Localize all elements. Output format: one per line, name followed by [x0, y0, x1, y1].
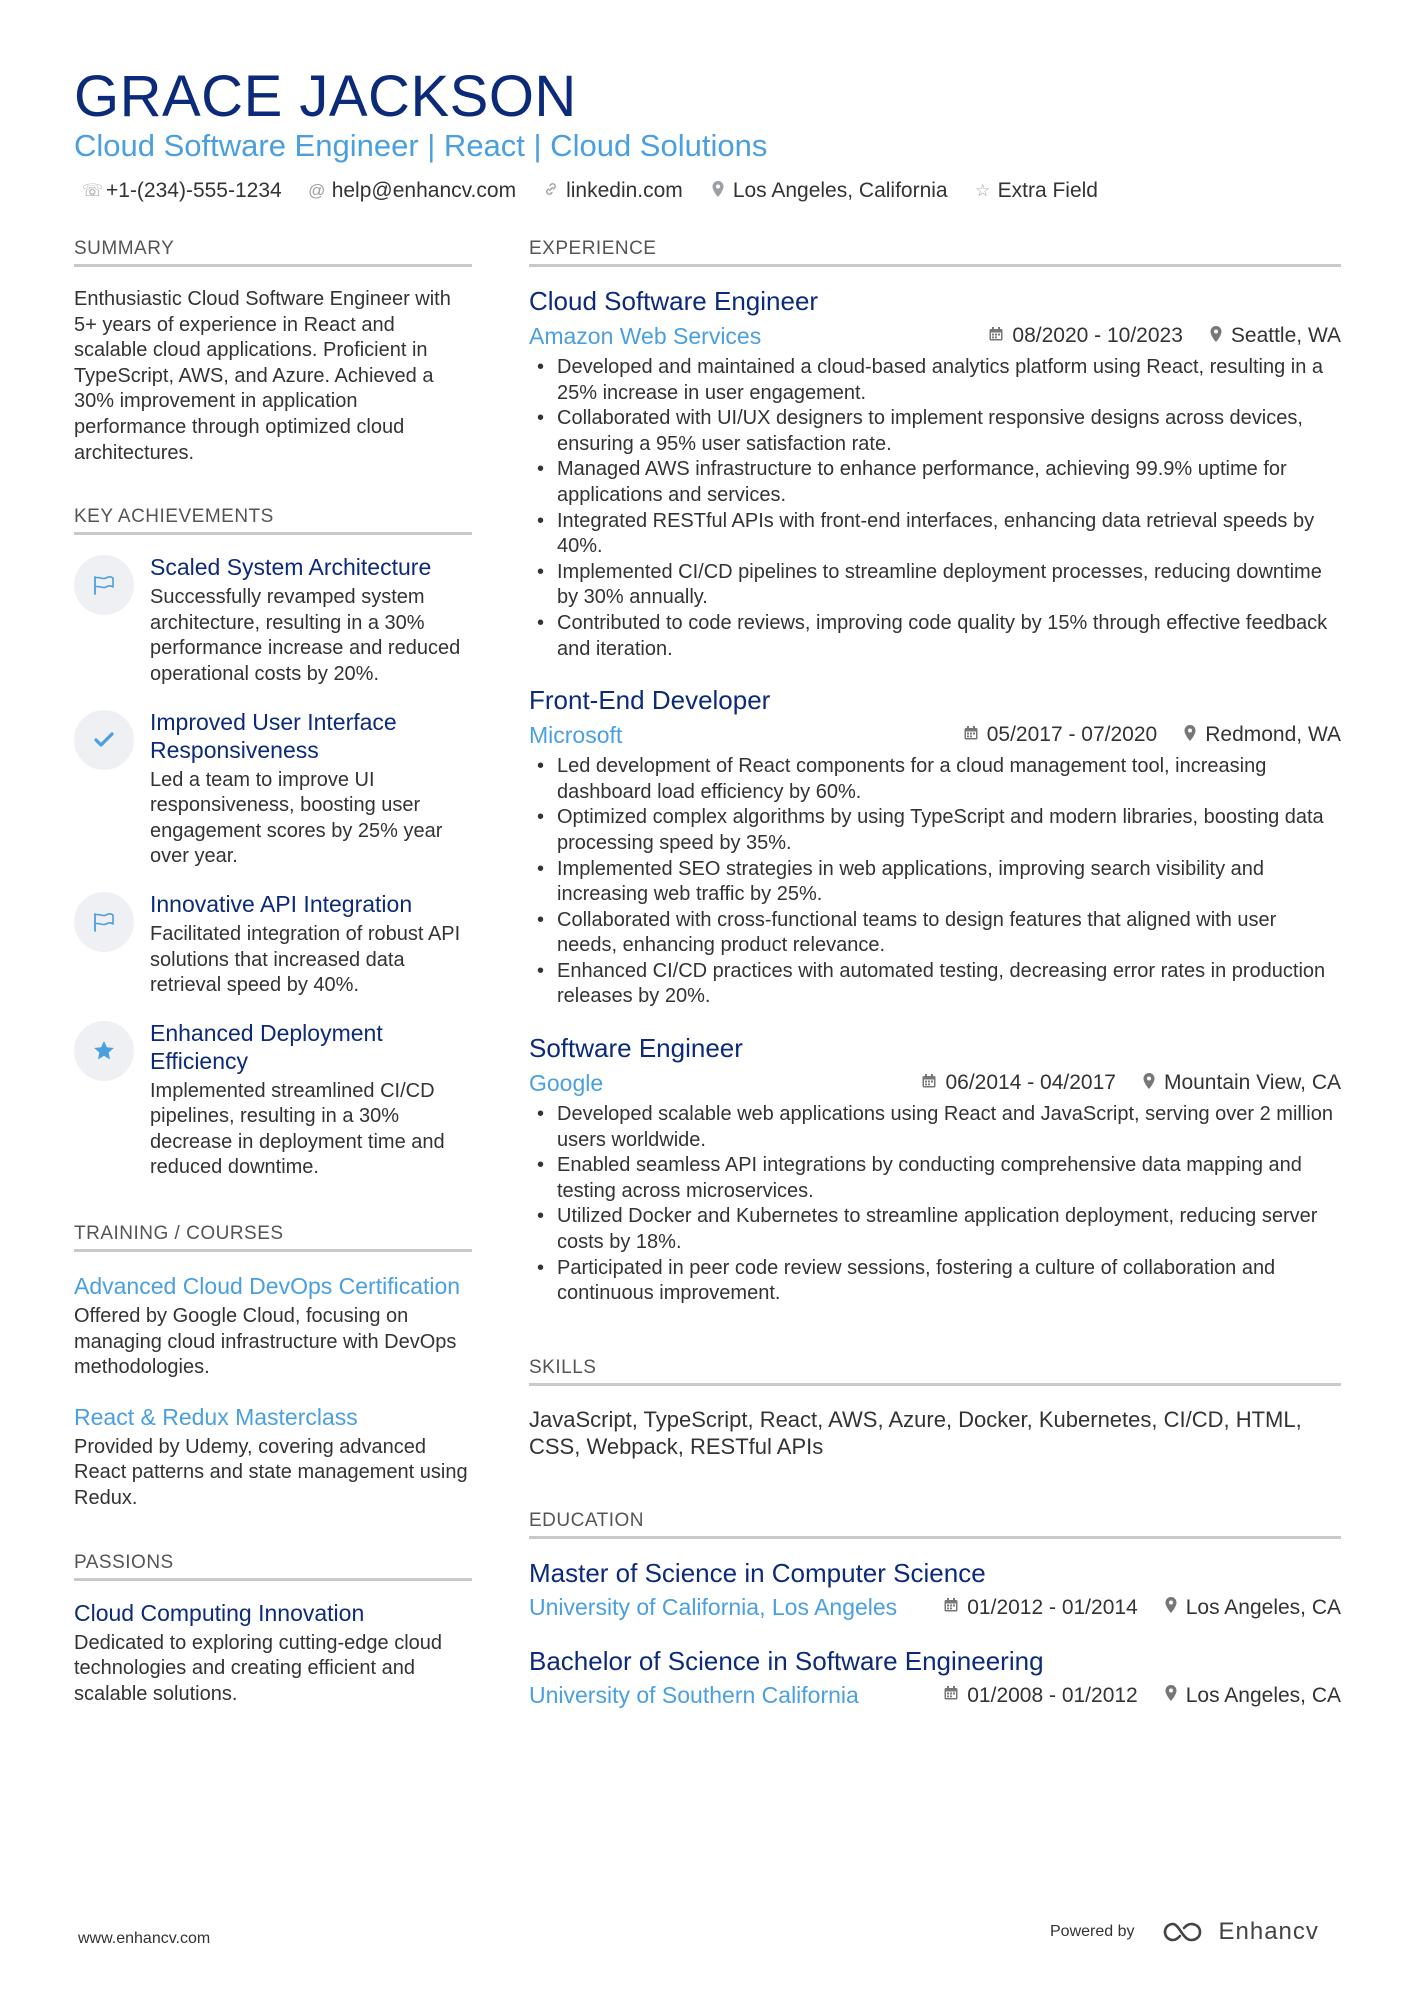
contact-bar [82, 176, 1124, 206]
school-name: University of California, Los Angeles [529, 1594, 898, 1621]
school-name: University of Southern California [529, 1682, 859, 1709]
job-company: Amazon Web Services [529, 322, 762, 349]
contact-linkedin-text: linkedin.com [566, 179, 683, 202]
skills-text: JavaScript, TypeScript, React, AWS, Azure, Docker, Kubernetes, CI/CD, HTML, CSS, Webpack, RESTful APIs [529, 1406, 1302, 1459]
edu-location [1164, 1596, 1341, 1620]
right-column [529, 236, 1341, 1711]
list-item: • Integrated RESTful APIs with front-end interfaces, enhancing data retrieval speeds by 40%. [529, 509, 1341, 560]
experience-heading: EXPERIENCE [529, 236, 1341, 267]
passions-heading: PASSIONS [74, 1550, 472, 1581]
job-location [1183, 723, 1341, 747]
contact-extra-text: Extra Field [997, 179, 1098, 202]
list-item: • Developed and maintained a cloud-based analytics platform using React, resulting in a 25% increase in user engagement. [529, 355, 1341, 406]
calendar-icon [921, 1073, 937, 1094]
course-title: Advanced Cloud DevOps Certification [74, 1273, 461, 1300]
job-dates [921, 1071, 1115, 1095]
contact-location [709, 179, 948, 203]
job-entry [529, 684, 1341, 1010]
job-title: Software Engineer [529, 1033, 743, 1064]
achievement-item [74, 553, 472, 687]
job-company: Microsoft [529, 721, 623, 748]
footer-branding [1050, 1918, 1319, 1946]
job-dates [988, 324, 1182, 348]
achievement-title: Enhanced Deployment Efficiency [150, 1019, 383, 1074]
phone-icon: ☏ [82, 181, 104, 200]
passion-title: Cloud Computing Innovation [74, 1599, 365, 1626]
job-entry [529, 1032, 1341, 1307]
job-entry [529, 285, 1341, 662]
job-dates [963, 723, 1157, 747]
job-location [1142, 1071, 1341, 1095]
achievement-item [74, 708, 472, 870]
achievement-item [74, 1019, 472, 1181]
edu-location-text: Los Angeles, CA [1185, 1683, 1341, 1707]
achievement-title: Innovative API Integration [150, 890, 413, 917]
achievement-text: Implemented streamlined CI/CD pipelines, resulting in a 30% decrease in deployment time and reduced downtime. [150, 1079, 445, 1179]
list-item: • Utilized Docker and Kubernetes to streamline application deployment, reducing server costs by 18%. [529, 1204, 1341, 1255]
edu-dates-text: 01/2008 - 01/2012 [967, 1683, 1138, 1707]
course-text: Offered by Google Cloud, focusing on managing cloud infrastructure with DevOps methodologies. [74, 1305, 457, 1379]
job-company: Google [529, 1069, 604, 1096]
job-location-text: Mountain View, CA [1163, 1071, 1341, 1095]
edu-location [1164, 1684, 1341, 1708]
list-item: • Collaborated with cross-functional teams to design features that aligned with user needs, enhancing product relevance. [529, 908, 1341, 959]
job-dates-text: 05/2017 - 07/2020 [986, 723, 1158, 747]
summary-heading: SUMMARY [74, 236, 472, 267]
contact-extra [974, 179, 1098, 203]
list-item: • Participated in peer code review sessions, fostering a culture of collaboration and continuous improvement. [529, 1256, 1341, 1307]
achievement-title: Scaled System Architecture [150, 554, 432, 581]
job-location-text: Redmond, WA [1205, 723, 1341, 747]
at-icon: @ [308, 181, 326, 200]
check-icon [74, 710, 134, 770]
location-icon [1183, 724, 1197, 747]
edu-dates-text: 01/2012 - 01/2014 [967, 1595, 1138, 1619]
job-title: Front-End Developer [529, 685, 771, 716]
contact-linkedin[interactable] [542, 179, 683, 203]
location-icon [1142, 1072, 1156, 1095]
location-icon [1209, 325, 1223, 348]
list-item: • Enabled seamless API integrations by conducting comprehensive data mapping and testing across microservices. [529, 1153, 1341, 1204]
left-column [74, 236, 472, 1707]
job-bullets [529, 355, 1341, 662]
list-item: • Managed AWS infrastructure to enhance performance, achieving 99.9% uptime for applications and services. [529, 457, 1341, 508]
contact-email-text: help@enhancv.com [331, 179, 517, 202]
calendar-icon [963, 725, 979, 746]
job-bullets [529, 754, 1341, 1010]
edu-dates [943, 1596, 1137, 1620]
job-dates-text: 08/2020 - 10/2023 [1012, 324, 1183, 347]
achievement-title: Improved User Interface Responsiveness [150, 708, 397, 763]
course-title: React & Redux Masterclass [74, 1403, 358, 1430]
powered-by-label: Powered by [1050, 1923, 1135, 1940]
flag-icon [74, 892, 134, 952]
course-text: Provided by Udemy, covering advanced React patterns and state management using Redux. [74, 1435, 468, 1510]
job-dates-text: 06/2014 - 04/2017 [945, 1071, 1116, 1095]
contact-email[interactable] [308, 179, 516, 203]
list-item: • Led development of React components for a cloud management tool, increasing dashboard load efficiency by 60%. [529, 754, 1341, 805]
contact-phone-text: +1-(234)-555-1234 [106, 179, 282, 202]
list-item: • Developed scalable web applications using React and JavaScript, serving over 2 million users worldwide. [529, 1102, 1341, 1153]
achievements-heading: KEY ACHIEVEMENTS [74, 504, 472, 535]
calendar-icon [943, 1597, 959, 1618]
location-icon [1164, 1684, 1178, 1707]
list-item: • Optimized complex algorithms by using TypeScript and modern libraries, boosting data processing speed by 35%. [529, 805, 1341, 856]
job-location-text: Seattle, WA [1230, 324, 1341, 347]
degree-title: Bachelor of Science in Software Engineering [529, 1645, 1044, 1676]
training-heading: TRAINING / COURSES [74, 1221, 472, 1252]
education-heading: EDUCATION [529, 1508, 1341, 1539]
contact-location-text: Los Angeles, California [732, 179, 948, 202]
achievement-text: Facilitated integration of robust API solutions that increased data retrieval speed by 40%. [150, 922, 461, 997]
achievement-text: Led a team to improve UI responsiveness, boosting user engagement scores by 25% year over year. [150, 768, 443, 868]
calendar-icon [943, 1685, 959, 1706]
list-item: • Enhanced CI/CD practices with automated testing, decreasing error rates in production releases by 20%. [529, 959, 1341, 1010]
edu-location-text: Los Angeles, CA [1185, 1595, 1341, 1619]
passion-text: Dedicated to exploring cutting-edge cloud technologies and creating efficient and scalable solutions. [74, 1631, 443, 1705]
location-icon [709, 180, 727, 203]
candidate-title: Cloud Software Engineer | React | Cloud Solutions [74, 128, 768, 163]
edu-dates [943, 1684, 1137, 1708]
star-outline-icon: ☆ [975, 181, 991, 200]
list-item: • Implemented SEO strategies in web applications, improving search visibility and increasing web traffic by 25%. [529, 857, 1341, 908]
candidate-name: GRACE JACKSON [74, 64, 577, 129]
calendar-icon [988, 326, 1004, 347]
list-item: • Implemented CI/CD pipelines to streamline deployment processes, reducing downtime by 30% annually. [529, 560, 1341, 611]
location-icon [1164, 1596, 1178, 1619]
list-item: • Contributed to code reviews, improving code quality by 15% through effective feedback and iteration. [529, 611, 1341, 662]
education-entry [529, 1557, 1341, 1623]
enhancv-logo-icon [1161, 1918, 1209, 1946]
footer-website[interactable]: www.enhancv.com [78, 1930, 211, 1947]
link-icon [542, 181, 560, 202]
flag-icon [74, 555, 134, 615]
contact-phone[interactable] [82, 179, 282, 203]
summary-text: Enthusiastic Cloud Software Engineer with 5+ years of experience in React and scalable cloud applications. Proficient in TypeScript, AWS, and Azure. Achieved a 30% improvement in application performance through optimized cloud architectures. [74, 288, 451, 464]
achievement-item [74, 890, 472, 999]
brand-name: Enhancv [1218, 1918, 1319, 1945]
job-location [1209, 324, 1341, 348]
list-item: • Collaborated with UI/UX designers to implement responsive designs across devices, ensuring a 95% user satisfaction rate. [529, 406, 1341, 457]
star-icon [74, 1021, 134, 1081]
achievement-text: Successfully revamped system architecture, resulting in a 30% performance increase and reduced operational costs by 20%. [150, 586, 461, 685]
skills-heading: SKILLS [529, 1355, 1341, 1386]
education-entry [529, 1645, 1341, 1711]
degree-title: Master of Science in Computer Science [529, 1557, 986, 1588]
job-title: Cloud Software Engineer [529, 286, 819, 316]
job-bullets [529, 1102, 1341, 1307]
